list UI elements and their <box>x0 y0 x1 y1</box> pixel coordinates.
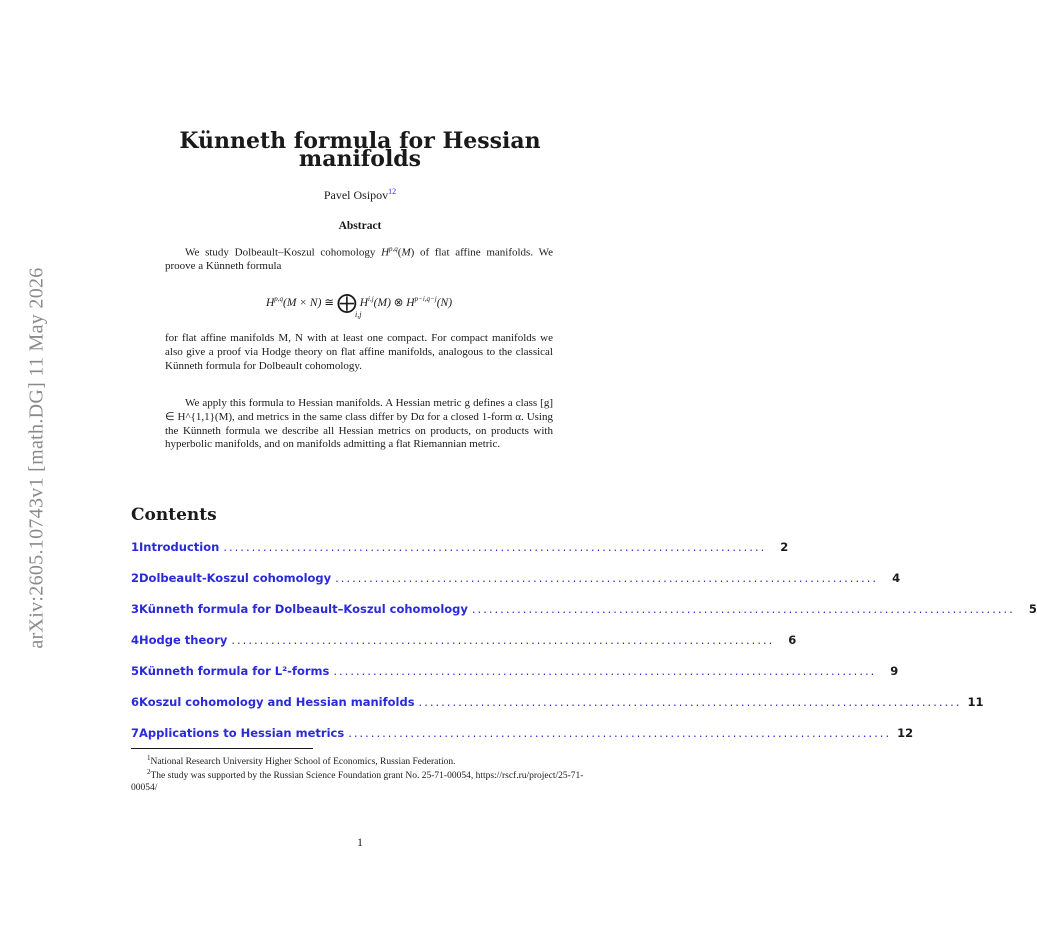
toc-page: 5 <box>1028 602 1037 616</box>
author-footnote-marks[interactable]: 12 <box>388 187 397 196</box>
author-name: Pavel Osipov <box>323 188 389 202</box>
toc-page: 2 <box>780 540 789 554</box>
toc-link[interactable]: Dolbeault-Koszul cohomology <box>139 571 332 585</box>
toc-entry-kunneth-l2[interactable]: 5 Künneth formula for L²-forms ................................................................................................ 9 <box>131 664 899 678</box>
toc-page: 12 <box>897 726 914 740</box>
arxiv-stamp: arXiv:2605.10743v1 [math.DG] 11 May 2026 <box>25 267 48 649</box>
toc-page: 11 <box>967 695 984 709</box>
toc-leader: ................................................................................................ <box>471 602 1015 616</box>
footnote-1: $^1$National Research University Higher School of Economics, Russian Federation. <box>147 754 456 768</box>
author-line <box>160 187 560 203</box>
toc-link[interactable]: Koszul cohomology and Hessian manifolds <box>139 695 415 709</box>
abstract-text-3: We apply this formula to Hessian manifolds. A Hessian metric g defines a class [g] ∈ H^{1,1}(M), and metrics in the same class differ by Dα for a closed 1-form α. Using the Künneth formula we describe all Hessian metrics on products, on products with hyperbolic manifolds, and on manifolds admitting a flat Riemannian metric. <box>165 397 553 451</box>
page-number: 1 <box>357 835 363 849</box>
toc-entry-koszul-hessian[interactable]: 6 Koszul cohomology and Hessian manifolds ................................................................................................ 11 <box>131 695 984 709</box>
toc-leader: ................................................................................................ <box>335 571 879 585</box>
toc-page: 9 <box>890 664 899 678</box>
toc-link[interactable]: Künneth formula for Dolbeault–Koszul cohomology <box>139 602 468 616</box>
toc-page: 4 <box>892 571 901 585</box>
toc-entry-applications[interactable]: 7 Applications to Hessian metrics ................................................................................................ 12 <box>131 726 914 740</box>
toc-leader: ................................................................................................ <box>348 726 892 740</box>
abstract-heading: Abstract <box>338 220 382 232</box>
toc-leader: ................................................................................................ <box>223 540 767 554</box>
toc-link[interactable]: Introduction <box>139 540 220 554</box>
abstract-paragraph-1 <box>165 243 553 274</box>
toc-entry-dolbeault-koszul[interactable]: 2 Dolbeault-Koszul cohomology ................................................................................................ 4 <box>131 571 901 585</box>
toc-leader: ................................................................................................ <box>231 633 775 647</box>
toc-leader: ................................................................................................ <box>333 664 877 678</box>
toc-entry-hodge-theory[interactable]: 4 Hodge theory ................................................................................................ 6 <box>131 633 797 647</box>
abstract-text-1: We study Dolbeault–Koszul cohomology H$^{p,q}$(M) of flat affine manifolds. We proove a Künneth formula <box>165 245 553 273</box>
toc-link[interactable]: Künneth formula for L²-forms <box>139 664 330 678</box>
kunneth-formula: H$^{p,q}$(M × N) ≅ ⨁ H$^{i,j}$(M) ⊗ $H^{p-i,q-j}(N)$ i,j <box>265 292 453 319</box>
toc-link[interactable]: Hodge theory <box>139 633 228 647</box>
toc-entry-introduction[interactable]: 1 Introduction ................................................................................................ 2 <box>131 540 789 554</box>
paper-title: Künneth formula for Hessian manifolds <box>179 128 541 172</box>
abstract-paragraph-3 <box>165 397 553 452</box>
abstract-paragraph-2: for flat affine manifolds M, N with at least one compact. For compact manifolds we also give a proof via Hodge theory on flat affine manifolds, analogous to the classical Künneth formula for Dolbeault cohomology. <box>165 332 553 372</box>
contents-heading: Contents <box>131 505 217 525</box>
footnote-rule <box>131 748 313 749</box>
toc-link[interactable]: Applications to Hessian metrics <box>139 726 345 740</box>
footnote-2: $^2$The study was supported by the Russian Science Foundation grant No. 25-71-00054, https://rscf.ru/project/25-71-00054/ <box>131 768 584 794</box>
toc-entry-kunneth-dolbeault[interactable]: 3 Künneth formula for Dolbeault–Koszul cohomology ................................................................................................ 5 <box>131 602 1037 616</box>
toc-leader: ................................................................................................ <box>418 695 962 709</box>
toc-page: 6 <box>788 633 797 647</box>
